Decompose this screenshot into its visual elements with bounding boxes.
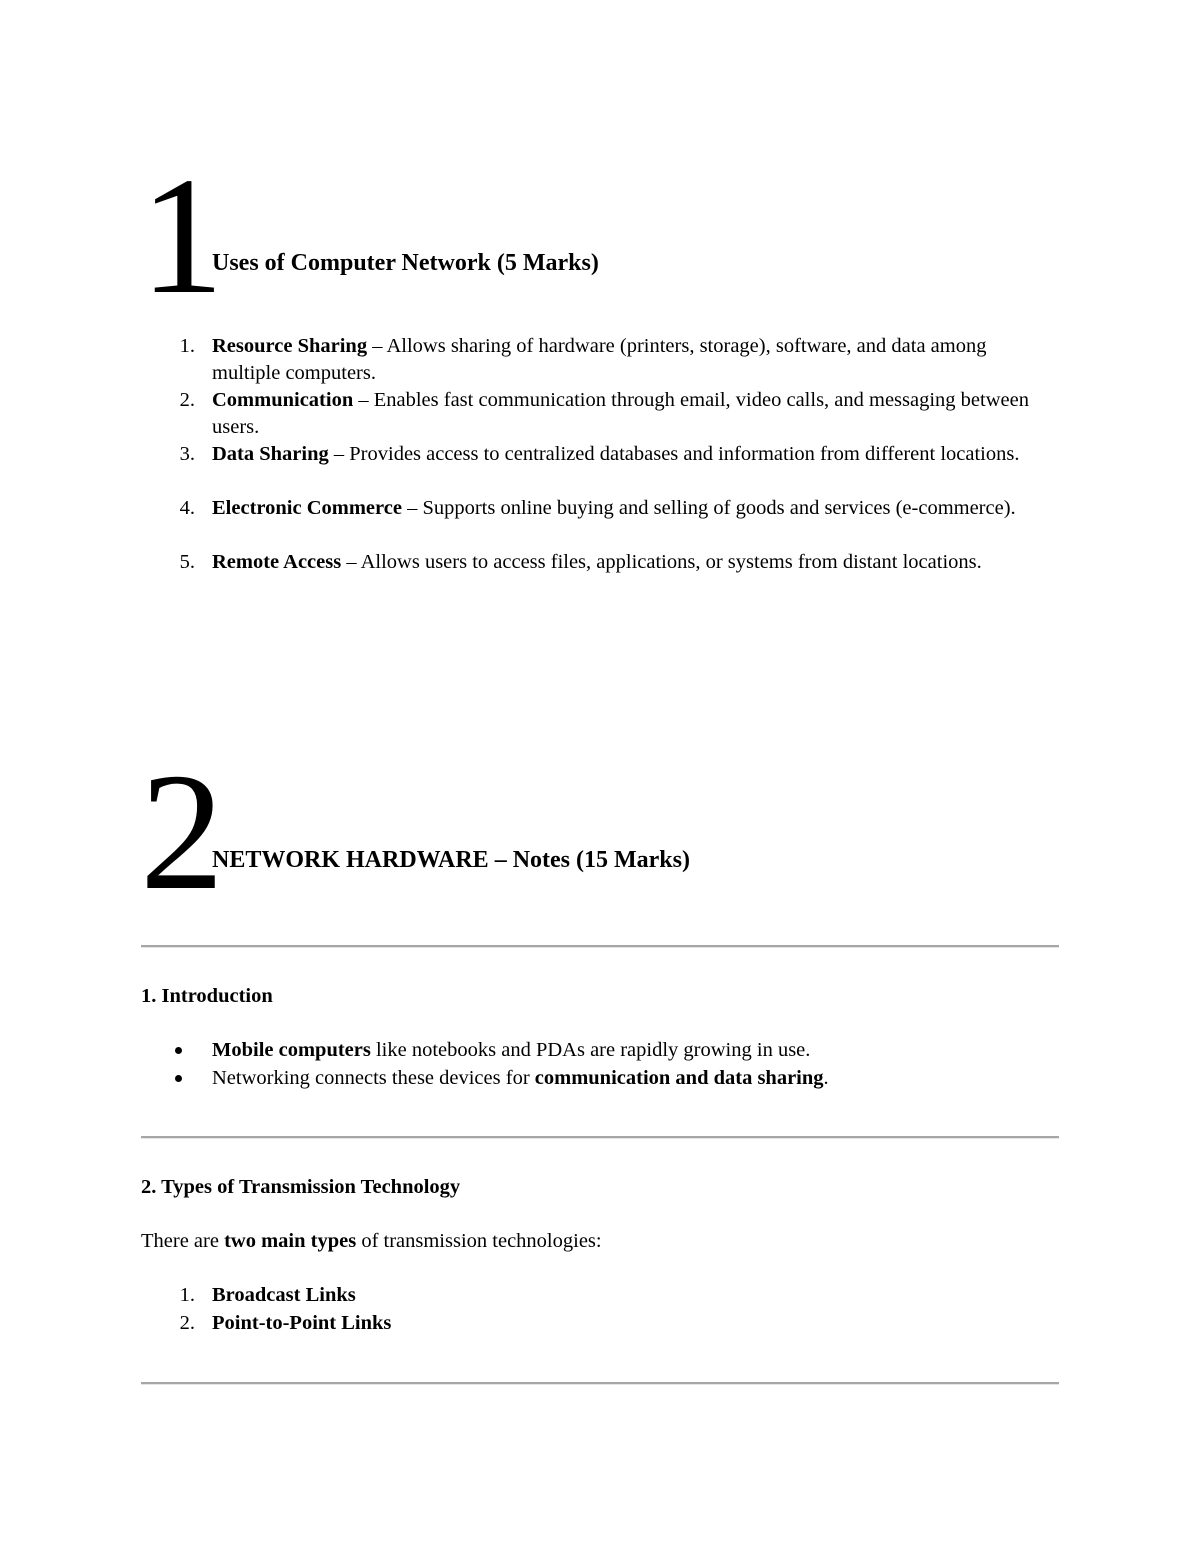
list-item-text: . (823, 1067, 829, 1089)
list-item-text: – Provides access to centralized databases and information from different locations. (328, 443, 1020, 465)
list-item: Point-to-Point Links (212, 1312, 392, 1334)
list-item-number: 5. (179, 551, 195, 573)
list-item (212, 441, 1052, 468)
section-1-number: 1 (140, 143, 220, 329)
list-item-text: – Allows sharing of hardware (printers, storage), software, and data among multiple computers. (212, 335, 987, 384)
types-heading: 2. Types of Transmission Technology (141, 1176, 461, 1198)
bullet-icon (175, 1075, 182, 1082)
list-item-term: Communication (212, 389, 354, 411)
list-item-number: 2. (179, 1312, 195, 1334)
list-item-text: like notebooks and PDAs are rapidly growing in use. (370, 1039, 811, 1061)
list-item (212, 495, 1052, 522)
list-item-term: Mobile computers (212, 1039, 371, 1061)
list-item-text: – Allows users to access files, applications, or systems from distant locations. (341, 551, 982, 573)
horizontal-rule (141, 1136, 1059, 1139)
list-item-term: communication and data sharing (534, 1067, 824, 1089)
list-item (212, 1065, 829, 1092)
list-item-text: – Enables fast communication through email, video calls, and messaging between users. (212, 389, 1029, 438)
horizontal-rule (141, 945, 1059, 948)
list-item-term: Resource Sharing (212, 335, 368, 357)
paragraph-emphasis: two main types (224, 1230, 357, 1252)
section-2-title: NETWORK HARDWARE – Notes (15 Marks) (212, 847, 690, 873)
bullet-icon (175, 1047, 182, 1054)
list-item-number: 2. (179, 389, 195, 411)
section-2-number: 2 (140, 739, 220, 925)
list-item (212, 333, 1052, 387)
list-item-number: 1. (179, 335, 195, 357)
list-item-term: Data Sharing (212, 443, 329, 465)
list-item-text: Networking connects these devices for (212, 1067, 535, 1089)
types-paragraph (141, 1228, 602, 1255)
section-1-title: Uses of Computer Network (5 Marks) (212, 250, 599, 276)
list-item-number: 1. (179, 1284, 195, 1306)
paragraph-text: of transmission technologies: (356, 1230, 602, 1252)
list-item-text: – Supports online buying and selling of goods and services (e-commerce). (401, 497, 1016, 519)
list-item-term: Remote Access (212, 551, 342, 573)
list-item (212, 387, 1052, 441)
horizontal-rule (141, 1382, 1059, 1385)
list-item (212, 549, 1052, 576)
list-item-number: 3. (179, 443, 195, 465)
paragraph-text: There are (141, 1230, 225, 1252)
list-item-number: 4. (179, 497, 195, 519)
list-item-term: Electronic Commerce (212, 497, 402, 519)
list-item (212, 1037, 810, 1064)
introduction-heading: 1. Introduction (141, 985, 273, 1007)
list-item: Broadcast Links (212, 1284, 356, 1306)
